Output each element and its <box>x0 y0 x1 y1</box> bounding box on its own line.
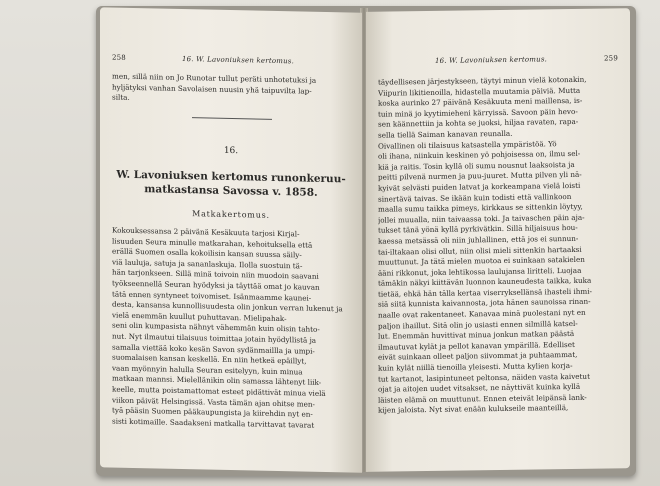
text-line: desta, kansansa kunnollisuudesta olin jonkun verran lukenut ja <box>112 299 343 314</box>
heading-line: matkastansa Savossa v. 1858. <box>144 183 318 199</box>
text-line: lut. Enemmän huvittivat minua jonkun matkan päästä <box>378 329 575 341</box>
text-line: ojat ja aitojen uudet vitsakset, ne näyttivät kuinka kyllä <box>378 382 581 394</box>
text-line: kyivät selvästi puiden latvat ja korkeampana vielä loisti <box>378 180 581 193</box>
text-line: keelle, mutta poistamattomat esteet pidättivät minua vielä <box>112 384 326 398</box>
right-running-title: 16. W. Lavoniuksen kertomus. <box>434 55 548 65</box>
text-line: tukset tänä yönä kyllä pyrkivätkin. Sillä hiljaisuus hou- <box>378 223 578 235</box>
text-line: hyljätyksi vanhan Savolaisen nuusin yhä taipuvilta lap- <box>112 82 312 96</box>
text-line: tätä ennen syntyneet toivomiset. Isänmaamme kaunei- <box>112 289 312 303</box>
text-line: maalla sumu taikka pimeys, kirkkaus se sittenkin löytyy, <box>378 201 583 214</box>
text-line: ääni rikkonut, joka lehtikossa laulujansa liritteli. Luojaa <box>378 265 582 278</box>
text-line: men, sillä niin on Jo Runotar tullut peräti unhotetuksi ja <box>112 71 317 85</box>
text-line: viikon päivät Helsingissä. Vasta tämän ajan ohitse men- <box>112 395 315 409</box>
text-line: vaan myönnyin halulla Seuran esitelyyn, kuin minua <box>112 363 303 377</box>
text-line: sella tiellä Saiman kanavan reunalla. <box>378 128 513 140</box>
text-line: jollei muualla, niin taivaassa toki. Ja taivaschen päin aja- <box>378 212 585 225</box>
text-line: tietää, ehkä hän tälla kertaa viserryksellänsä ihasteli ihmi- <box>378 286 592 299</box>
text-line: läisten elämä on muuttunut. Ennen eteivät leipänsä lank- <box>378 392 587 405</box>
text-line: samalla viettää koko kesän Savon sydänmaillla ja umpi- <box>112 342 315 356</box>
text-line: lisuuden Seura minulle matkarahan, kehoituksella että <box>112 236 313 250</box>
left-page <box>100 7 362 472</box>
left-body-text <box>112 226 350 432</box>
left-top-text <box>112 72 350 109</box>
text-line: hän tarjonkseen. Sillä minä toivoin niin muodoin saavani <box>112 267 319 282</box>
text-line: suomalaisen kansan keskellä. En niin hetkeä epäillyt, <box>112 352 307 366</box>
text-line: kuin kylät niillä tienoilla yleisesti. Mutta kylien korja- <box>378 360 573 373</box>
text-line: ilmautuvat kylät ja pellot kanavan ympärillä. Edelliset <box>378 339 575 352</box>
right-body-text <box>378 74 618 416</box>
text-line: koska aurinko 27 päivänä Kesäkuuta meni maillensa, is- <box>378 96 583 108</box>
chapter-subheading: Matkakertomus. <box>192 209 270 220</box>
text-line: Oivallinen oli tilaisuus katsastella ympäristöä. Yö <box>378 138 557 151</box>
text-line: täydellisesen järjestykseen, täytyi minun vielä kotonakin, <box>378 74 587 87</box>
text-line: tut kartanot, lasipintuneet peltonsa, näiden vasta kaivetut <box>378 371 590 384</box>
text-line: matkaan mannsi. Mielellänikin olin samassa lähtenyt liik- <box>112 373 322 388</box>
text-line: sinertävä taivas. Se ikään kuin todisti että vallinkoon <box>378 191 572 204</box>
open-book <box>96 6 636 476</box>
right-page-number: 259 <box>604 54 618 63</box>
left-running-title: 16. W. Lavoniuksen kertomus. <box>181 54 295 66</box>
text-line: tuin minä jo kyytimieheni kärryissä. Savoon päin hevo- <box>378 106 578 119</box>
text-line: vielä enemmän kuullut puhuttavan. Mielipahak- <box>112 310 287 323</box>
chapter-heading <box>110 167 352 200</box>
text-line: tai-iltakaan olisi ollut, niin olisi mieli sittenkin hartaaksi <box>378 244 582 257</box>
text-line: sisti kotimaille. Saadakseni matkalla tarvittavat tavarat <box>112 416 315 430</box>
text-line: muuttunut. Ja tätä mielen muotoa ei suinkaan satakielen <box>378 254 585 267</box>
text-line: paljon ihaillut. Sitä olin jo usiasti ennen silmillä katsel- <box>378 318 578 331</box>
text-line: silta. <box>112 92 130 103</box>
text-line: peitti pilvenä nurmen ja puu-juuret. Mutta pilven yli nä- <box>378 170 582 183</box>
text-line: eivät suinkaan olleet paljon siivommat ja puhtaammat, <box>378 350 578 363</box>
text-line: Viipurin likitienoilla, hidastella muutamia päiviä. Mutta <box>378 85 581 98</box>
text-line: työkseennellä Seuran hyödyksi ja täyttää omat jo kauvan <box>112 278 320 292</box>
text-line: siä siitä kunnista kaivannosta, jota hänen saunoissa rinan- <box>378 297 591 310</box>
left-page-number: 258 <box>112 53 126 62</box>
text-line: tämäkin näkyi kiittävän luonnon kauneudesta taikka, kuka <box>378 275 592 288</box>
text-line: kijen jaloista. Nyt sivat enään kulukseile maanteillä, <box>378 403 569 416</box>
text-line: tyä pääsin Suomen pääkaupungista ja kiirehdin nyt en- <box>112 405 313 419</box>
chapter-number: 16. <box>223 145 239 157</box>
heading-line: W. Lavoniuksen kertomus runonkeruu- <box>116 168 346 186</box>
text-line: oli ihana, niinkuin keskinen yö pohjoisessa on, ilmu sel- <box>378 149 581 161</box>
left-running-head <box>100 53 362 66</box>
text-line: Kokouksessansa 2 päivänä Kesäkuuta tarjosi Kirjal- <box>112 225 300 239</box>
right-page <box>366 8 630 472</box>
text-line: nut. Nyt ilmautui tilaisuus toimittaa jotain hyödyllistä ja <box>112 331 317 345</box>
text-line: kaessa metsässä oli niin juhlallinen, että jos ei sunnun- <box>378 233 579 246</box>
text-line: seni olin kumpasista nähnyt vähemmän kuin olisin tahto- <box>112 320 320 335</box>
text-line: naalle ovat rakentaneet. Kanavaa minä puolestani nyt en <box>378 307 586 320</box>
right-running-head <box>366 54 630 66</box>
text-line: erällä Suomen osalla kokoilisin kansan suussa säily- <box>112 246 302 260</box>
text-line: kiä ja raitis. Tosin kyllä oli sumu nousnut laaksoista ja <box>378 159 575 172</box>
text-line: viä lauluja, satuja ja sananlaskuja. Ilolla suostuin tä- <box>112 257 303 271</box>
text-line: sen käännettiin ja kohta se juoksi, hiljaa ravaten, rapa- <box>378 117 579 130</box>
section-divider <box>192 117 272 120</box>
